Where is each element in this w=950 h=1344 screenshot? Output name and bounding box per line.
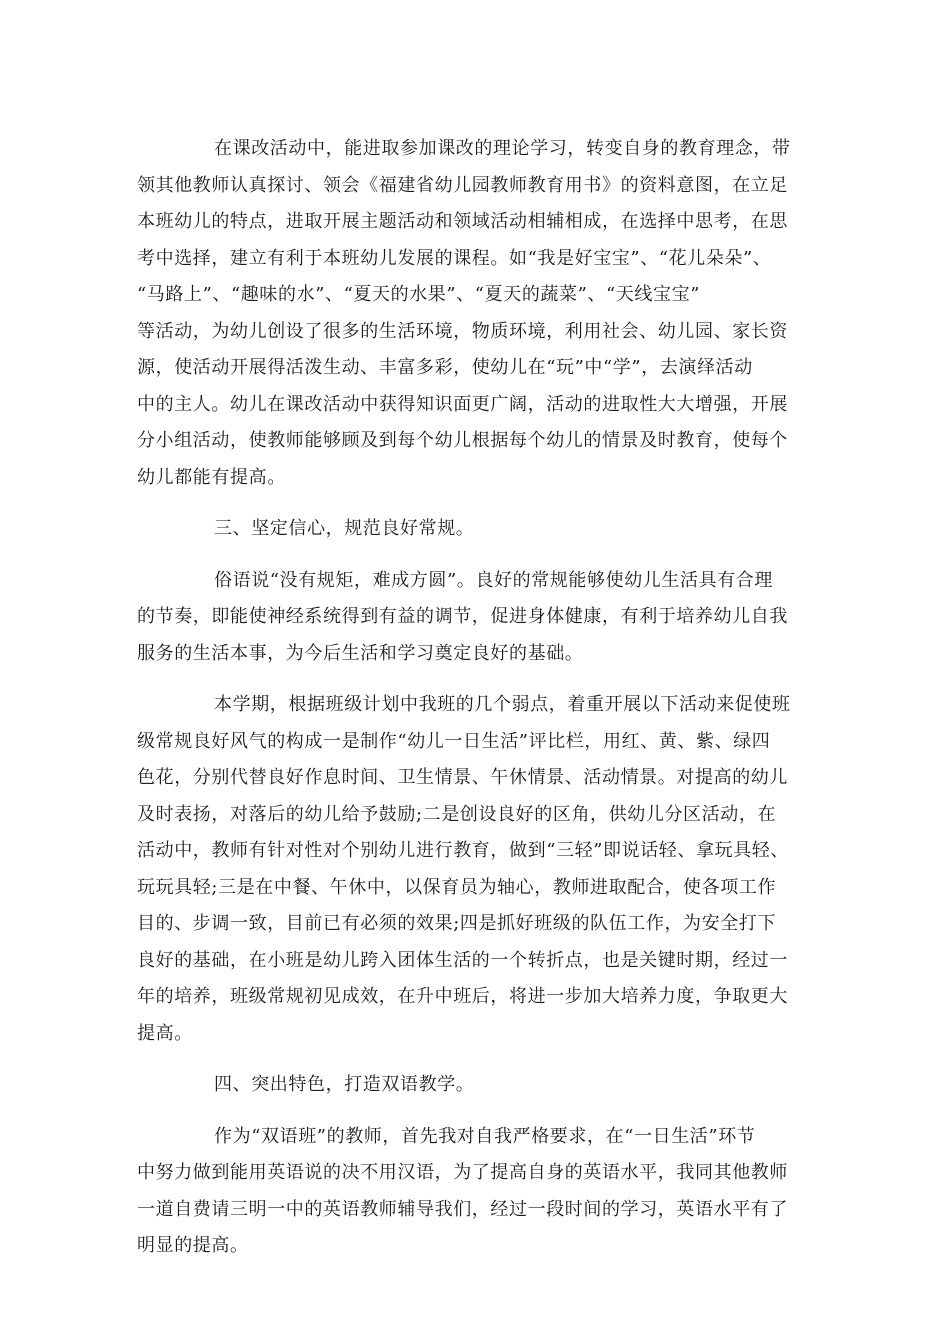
paragraph-curriculum-reform <box>137 131 817 496</box>
text-line: 服务的生活本事，为今后生活和学习奠定良好的基础。 <box>137 642 584 664</box>
text-line: 活动中，教师有针对性对个别幼儿进行教育，做到“三轻”即说话轻、拿玩具轻、 <box>137 840 790 861</box>
section-heading: 三、坚定信心，规范良好常规。 <box>214 518 475 539</box>
text-line: “马路上”、“趣味的水”、“夏天的水果”、“夏天的蔬菜”、“天线宝宝” <box>137 284 701 305</box>
text-line: 幼儿都能有提高。 <box>137 466 286 488</box>
text-line: 源，使活动开展得活泼生动、丰富多彩，使幼儿在“玩”中“学”，去演绎活动 <box>137 357 753 378</box>
section-heading-bilingual <box>137 1067 817 1104</box>
text-line: 玩玩具轻;三是在中餐、午休中，以保育员为轴心，教师进取配合，使各项工作 <box>137 876 777 898</box>
section-heading: 四、突出特色，打造双语教学。 <box>214 1074 475 1095</box>
text-line: 在课改活动中，能进取参加课改的理论学习，转变自身的教育理念，带 <box>214 138 791 159</box>
text-line: 色花，分别代替良好作息时间、卫生情景、午休情景、活动情景。对提高的幼儿 <box>137 767 788 788</box>
text-line: 提高。 <box>137 1022 193 1044</box>
text-line: 级常规良好风气的构成一是制作“幼儿一日生活”评比栏，用红、黄、紫、绿四 <box>137 730 771 752</box>
text-line: 本学期，根据班级计划中我班的几个弱点，着重开展以下活动来促使班 <box>214 694 791 715</box>
paragraph-this-semester <box>137 687 817 1052</box>
text-line: 作为“双语班”的教师，首先我对自我严格要求，在“一日生活”环节 <box>214 1125 756 1147</box>
text-line: 等活动，为幼儿创设了很多的生活环境，物质环境，利用社会、幼儿园、家长资 <box>137 320 788 342</box>
text-line: 年的培养，班级常规初见成效，在升中班后，将进一步加大培养力度，争取更大 <box>137 986 788 1007</box>
section-heading-routines <box>137 511 817 548</box>
text-line: 及时表扬，对落后的幼儿给予鼓励;二是创设良好的区角，供幼儿分区活动，在 <box>137 803 777 825</box>
document-body <box>137 131 817 1280</box>
text-line: 良好的基础，在小班是幼儿跨入团体生活的一个转折点，也是关键时期，经过一 <box>137 949 788 971</box>
paragraph-bilingual-teacher <box>137 1119 817 1265</box>
text-line: 目的、步调一致，目前已有必须的效果;四是抓好班级的队伍工作，为安全打下 <box>137 913 777 934</box>
text-line: 中的主人。幼儿在课改活动中获得知识面更广阔，活动的进取性大大增强，开展 <box>137 393 788 415</box>
text-line: 本班幼儿的特点，进取开展主题活动和领域活动相辅相成，在选择中思考，在思 <box>137 211 788 232</box>
text-line: 分小组活动，使教师能够顾及到每个幼儿根据每个幼儿的情景及时教育，使每个 <box>137 430 788 451</box>
text-line: 明显的提高。 <box>137 1235 249 1256</box>
text-line: 中努力做到能用英语说的决不用汉语，为了提高自身的英语水平，我同其他教师 <box>137 1162 788 1183</box>
text-line: 的节奏，即能使神经系统得到有益的调节，促进身体健康，有利于培养幼儿自我 <box>137 606 788 627</box>
text-line: 一道自费请三明一中的英语教师辅导我们，经过一段时间的学习，英语水平有了 <box>137 1198 788 1220</box>
text-line: 考中选择，建立有利于本班幼儿发展的课程。如“我是好宝宝”、“花儿朵朵”、 <box>137 247 772 269</box>
text-line: 领其他教师认真探讨、领会《福建省幼儿园教师教育用书》的资料意图，在立足 <box>137 174 788 196</box>
text-line: 俗语说“没有规矩，难成方圆”。良好的常规能够使幼儿生活具有合理 <box>214 569 774 591</box>
paragraph-proverb <box>137 563 817 673</box>
